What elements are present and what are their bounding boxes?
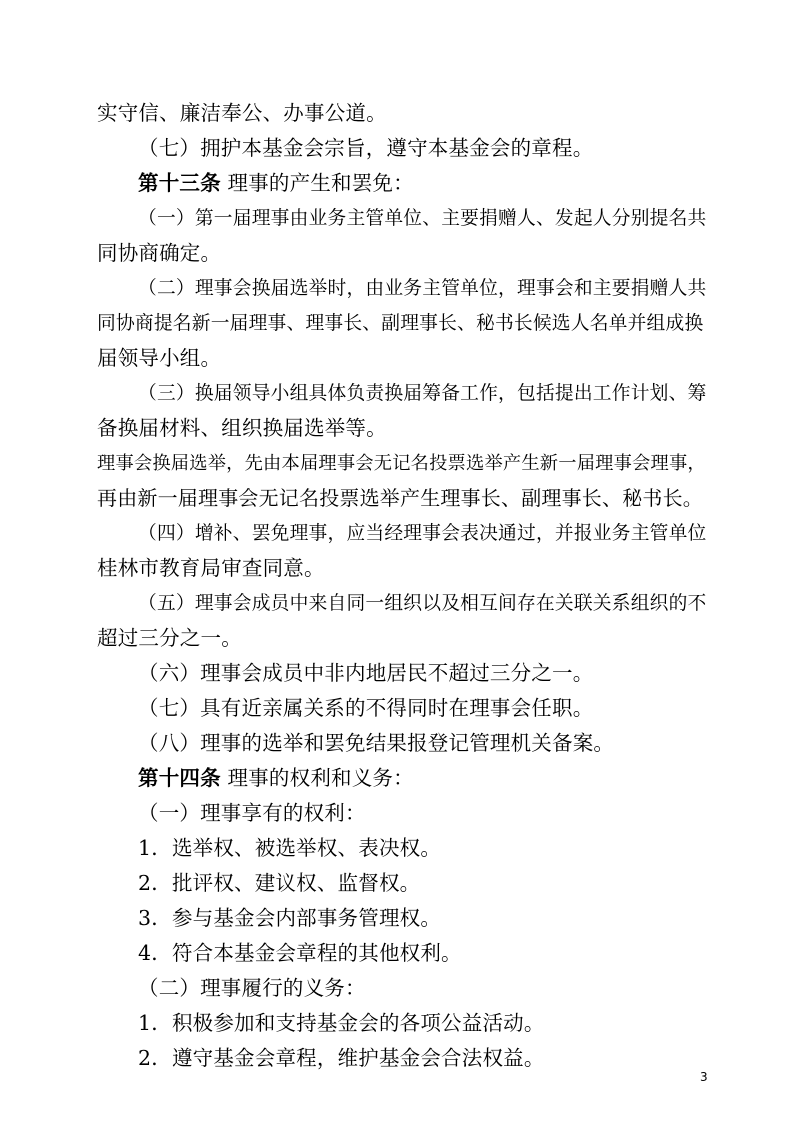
paragraph-line: 实守信、廉洁奉公、办事公道。 (97, 101, 387, 125)
paragraph-line: 理事会换届选举，先由本届理事会无记名投票选举产生新一届理事会理事， (97, 453, 706, 474)
paragraph-line: （七）拥护本基金会宗旨，遵守本基金会的章程。 (138, 136, 594, 160)
paragraph-line: （六）理事会成员中非内地居民不超过三分之一。 (138, 661, 594, 685)
paragraph-line: 同协商提名新一届理事、理事长、副理事长、秘书长候选人名单并组成换 (97, 313, 704, 334)
article-title: 理事的权利和义务： (220, 766, 414, 790)
article-heading-line (97, 761, 709, 796)
list-item: 1．积极参加和支持基金会的各项公益活动。 (138, 1011, 545, 1035)
list-item: 2．遵守基金会章程，维护基金会合法权益。 (138, 1046, 545, 1070)
paragraph-line: 备换届材料、组织换届选举等。 (97, 416, 387, 440)
article-number: 第十四条 (138, 766, 221, 790)
list-item: 4．符合本基金会章程的其他权利。 (138, 941, 462, 965)
paragraph-line: （二）理事会换届选举时，由业务主管单位，理事会和主要捐赠人共 (138, 278, 707, 299)
article-title: 理事的产生和罢免： (220, 171, 414, 195)
article-heading-line (97, 166, 709, 201)
list-item: 2．批评权、建议权、监督权。 (138, 871, 421, 895)
page-number: 3 (700, 1070, 708, 1084)
paragraph-line: （八）理事的选举和罢免结果报登记管理机关备案。 (138, 731, 615, 755)
paragraph-line: （一）理事享有的权利： (138, 801, 366, 825)
paragraph-line: （二）理事履行的义务： (138, 976, 366, 1000)
paragraph-line: （五）理事会成员中来自同一组织以及相互间存在关联关系组织的不 (138, 593, 707, 614)
list-item: 1．选举权、被选举权、表决权。 (138, 836, 442, 860)
paragraph-line: 届领导小组。 (97, 346, 222, 370)
paragraph-line: 再由新一届理事会无记名投票选举产生理事长、副理事长、秘书长。 (97, 486, 703, 510)
paragraph-line: （三）换届领导小组具体负责换届筹备工作，包括提出工作计划、筹 (138, 383, 707, 404)
paragraph-line: （四）增补、罢免理事，应当经理事会表决通过，并报业务主管单位 (138, 523, 707, 544)
paragraph-line: 桂林市教育局审查同意。 (97, 556, 325, 580)
paragraph-line: （一）第一届理事由业务主管单位、主要捐赠人、发起人分别提名共 (138, 208, 707, 229)
paragraph-line: 超过三分之一。 (97, 626, 242, 650)
paragraph-line: 同协商确定。 (97, 241, 222, 265)
paragraph-line: （七）具有近亲属关系的不得同时在理事会任职。 (138, 696, 594, 720)
article-number: 第十三条 (138, 171, 221, 195)
list-item: 3．参与基金会内部事务管理权。 (138, 906, 442, 930)
document-body (97, 96, 709, 1076)
